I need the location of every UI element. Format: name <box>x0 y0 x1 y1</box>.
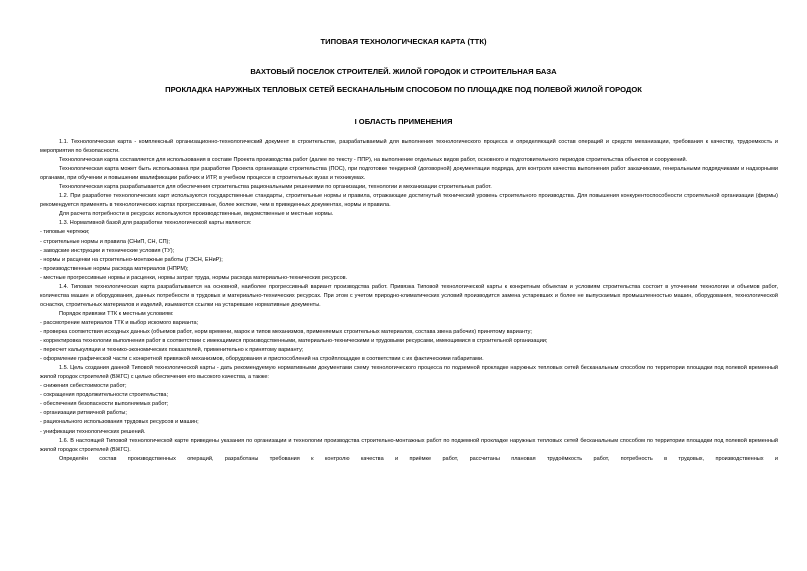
document-body <box>40 138 778 464</box>
paragraph: Технологическая карта может быть использована при разработке Проекта организации строительства (ПОС), при подготовке тендерной (договорной) документации подряда, для контроля качества выполнения работ заказчиками, генеральными подрядчиками и надзорными органами, при обучении и повышении квалификации рабочих и ИТР, в учебном процессе в строительных вузах и техникумах. <box>40 166 778 182</box>
list-item: - оформление графической части с конкретной привязкой механизмов, оборудования и приспособлений на стройплощадке в соответствии с их фактическими габаритами. <box>40 356 484 363</box>
list-item: - типовые чертежи; <box>40 229 90 236</box>
paragraph-1-6: 1.6. В настоящей Типовой технологической карте приведены указания по организации и технологии производства строительно-монтажных работ по подземной прокладке наружных тепловых сетей бесканальным способом по территории площадки под полевой временный жилой городок строителей (ВЖГС). <box>40 437 778 453</box>
list-item: - корректировка технологии выполнения работ в соответствии с имеющимися производственными, материально-техническими и трудовыми ресурсами, имеющимися в строительной организации; <box>40 338 548 345</box>
paragraph-1-4: 1.4. Типовая технологическая карта разрабатывается на основной, наиболее прогрессивный вариант производства работ. Привязка Типовой технологической карты к конкретным объектам и условиям строительства состоит в уточнении технологии и объемов работ, количества машин и оборудования, данных потребности в трудовых и материально-технических ресурсах. При этом с учетом природно-климатических условий производится замена устаревших и более не выпускаемых промышленностью машин, оборудования, технологической оснастки, строительных материалов и изделий, изымаются ссылки на устаревшие нормативные документы. <box>40 283 778 308</box>
list-item: - рассмотрение материалов ТТК и выбор искомого варианта; <box>40 319 199 326</box>
paragraph-1-1: 1.1. Технологическая карта - комплексный организационно-технологический документ в строительстве, разрабатываемый для выполнения технологического процесса и определяющий состав операций и средств механизации, требования к качеству, трудоемкость и мероприятия по безопасности. <box>40 139 778 155</box>
paragraph: Порядок привязки ТТК к местным условиям: <box>59 310 174 317</box>
list-item: - обеспечения безопасности выполняемых работ; <box>40 401 169 408</box>
list-item: - организации ритмичной работы; <box>40 410 127 417</box>
paragraph-1-2: 1.2. При разработке технологических карт используются государственные стандарты, строительные нормы и правила, отражающие достигнутый технический уровень строительного производства. Для повышения конкурентоспособности строительной организации (фирмы) рекомендуется применять в технологических картах прогрессивные, более жесткие, чем в приведенных документах, нормы и правила. <box>40 193 778 209</box>
document-subtitle-1: ВАХТОВЫЙ ПОСЕЛОК СТРОИТЕЛЕЙ. ЖИЛОЙ ГОРОДОК И СТРОИТЕЛЬНАЯ БАЗА <box>250 67 557 76</box>
list-item: - пересчет калькуляции и технико-экономических показателей, применительно к принятому варианту; <box>40 347 304 354</box>
paragraph: Технологическая карта разрабатывается для обеспечения строительства рациональными решениями по организации, технологии и механизации строительных работ. <box>59 184 492 191</box>
paragraph-1-3: 1.3. Нормативной базой для разработки технологической карты являются: <box>59 220 252 227</box>
document-subtitle-2: ПРОКЛАДКА НАРУЖНЫХ ТЕПЛОВЫХ СЕТЕЙ БЕСКАНАЛЬНЫМ СПОСОБОМ ПО ПЛОЩАДКЕ ПОД ПОЛЕВОЙ ЖИЛОЙ ГОРОДОК <box>165 85 642 94</box>
list-item: - производственные нормы расхода материалов (НПРМ); <box>40 265 189 272</box>
paragraph: Технологическая карта составляется для использования в составе Проекта производства работ (далее по тексту - ППР), на выполнение отдельных видов работ, основного и подготовительного периодов строительства объектов и сооружений. <box>59 157 688 164</box>
list-item: - снижения себестоимости работ; <box>40 383 127 390</box>
list-item: - проверка соответствия исходных данных (объемов работ, норм времени, марок и типов механизмов, применяемых строительных материалов, состава звена рабочих) принятому варианту; <box>40 328 532 335</box>
list-item: - рационального использования трудовых ресурсов и машин; <box>40 419 199 426</box>
list-item: - сокращения продолжительности строительства; <box>40 392 169 399</box>
document-title: ТИПОВАЯ ТЕХНОЛОГИЧЕСКАЯ КАРТА (ТТК) <box>320 37 487 46</box>
list-item: - заводские инструкции и технические условия (ТУ); <box>40 247 175 254</box>
list-item: - строительные нормы и правила (СНиП, СН, СП); <box>40 238 170 245</box>
paragraph: Определён состав производственных операций, разработаны требования к контролю качества и приёмке работ, рассчитаны плановая трудоёмкость работ, потребность в трудовых, производственных и <box>59 455 778 462</box>
list-item: - унификации технологических решений. <box>40 428 146 435</box>
paragraph-1-5: 1.5. Цель создания данной Типовой технологической карты - дать рекомендуемую нормативными документами схему технологического процесса по подземной прокладке наружных тепловых сетей бесканальным способом по территории площадки под полевой временный жилой городок строителей (ВЖГС) с целью обеспечения его высокого качества, а также: <box>40 365 778 381</box>
section-heading: I ОБЛАСТЬ ПРИМЕНЕНИЯ <box>354 117 453 126</box>
list-item: - местные прогрессивные нормы и расценки, нормы затрат труда, нормы расхода материально-технических ресурсов. <box>40 274 348 281</box>
list-item: - нормы и расценки на строительно-монтажные работы (ГЭСН, ЕНиР); <box>40 256 223 263</box>
paragraph: Для расчета потребности в ресурсах используются производственные, ведомственные и местные нормы. <box>59 211 334 218</box>
